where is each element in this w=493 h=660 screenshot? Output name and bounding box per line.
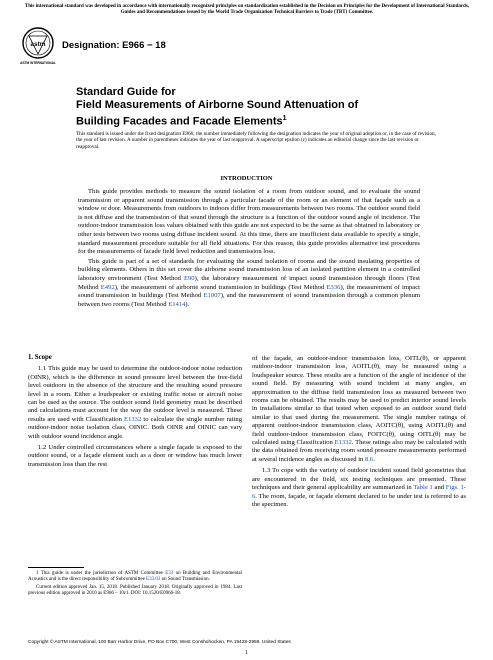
link-e90[interactable]: E90 — [183, 274, 195, 282]
footnote-divider — [28, 567, 84, 568]
left-column — [28, 354, 242, 472]
link-e1332[interactable]: E1332 — [124, 415, 142, 423]
document-title — [76, 86, 456, 129]
link-e492[interactable]: E492 — [100, 283, 115, 291]
logo-label: ASTM INTERNATIONAL — [20, 61, 56, 65]
link-e1007[interactable]: E1007 — [203, 292, 221, 300]
footnotes — [28, 571, 242, 599]
designation: Designation: E966 − 18 — [62, 40, 166, 51]
scope-paragraph-1-2-continued: of the façade, an outdoor-indoor transmission loss, OITL(θ), or apparent outdoor-indoor transmission loss, AOITL(θ), may be measured using a loudspeaker source. These results are a function of the angle of incidence of the sound field. By measuring with sound incident at many angles, an approximation to the diffuse field transmission loss as measured between two rooms can be obtained. The results may be used to predict interior sound levels in installations similar to that tested when exposed to an outdoor sound field similar to that used during the measurement. The single number ratings of apparent outdoor-indoor transmission class, AOITC(θ), using AOITL(θ) and field outdoor-indoor transmission class, FOITC(θ), using OITL(θ) may be calculated using Classification E1332. These ratings also may be calculated with the data obtained from receiving room sound pressure measurements performed at several incidence angles as discussed in 8.6. — [252, 355, 467, 463]
title-line-3: Building Facades and Facade Elements$^1$ — [76, 115, 287, 128]
link-e336[interactable]: E336 — [326, 283, 341, 291]
astm-logo-icon — [20, 26, 56, 66]
scope-paragraph-1-3: 1.3 To cope with the variety of outdoor incident sound field geometries that are encountered in the field, six testing techniques are presented. These techniques and their general applicability are summarized in Table 1 and Figs. 1-6. The room, façade, or façade element declared to be under test is referred to as the specimen. — [252, 467, 466, 508]
copyright-line: Copyright © ASTM International, 100 Barr Harbor Drive, PO Box C700, West Conshohocken, PA 19428-2959. United States — [28, 640, 291, 645]
link-e33[interactable]: E33 — [165, 571, 174, 576]
footnote-edition: Current edition approved Jan. 15, 2018. Published January 2018. Originally approved in 1984. Last previous edition approved in 2010 as E966 – 10ε1. DOI: 10.1520/E0966-18. — [28, 585, 242, 596]
right-column — [252, 355, 466, 512]
link-e1414[interactable]: E1414 — [168, 300, 186, 308]
link-table-1[interactable]: Table 1 — [413, 484, 433, 492]
introduction-paragraph-2: This guide is part of a set of standards for evaluating the sound isolation of rooms and the sound insulating properties of building elements. Others in this set cover the airborne sound transmission loss of an isolated partition element in a controlled laboratory environment (Test Method E90), the laboratory measurement of impact sound transmission through floors (Test Method E492), the measurement of airborne sound transmission in buildings (Test Method E336), the measurement of impact sound transmission in buildings (Test Method E1007), and the measurement of sound transmission through a common plenum between two rooms (Test Method E1414). — [78, 257, 420, 308]
page-number: 1 — [245, 650, 248, 656]
link-e33-03[interactable]: E33.03 — [146, 577, 161, 582]
issue-note: This standard is issued under the fixed designation E966; the number immediately following the designation indicates the year of original adoption or, in the case of revision, the year of last revision. A number in parentheses indicates the year of last reapproval. A superscript epsilon (ε) indicates an editorial change since the last revision or reapproval. — [76, 131, 436, 150]
scope-heading: 1. Scope — [28, 354, 52, 361]
scope-paragraph-1-1: 1.1 This guide may be used to determine the outdoor-indoor noise reduction (OINR), which is the difference in sound pressure level between the free-field level outdoors in the absence of the structure and the resulting sound pressure level in a room. Either a loudspeaker or existing traffic noise or aircraft noise can be used as the source. The outdoor sound field geometry must be described and calculations must account for the way the outdoor level is measured. These results are used with Classification E1332 to calculate the single number rating outdoor-indoor noise isolation class, OINIC. Both OINR and OINIC can vary with outdoor sound incidence angle. — [28, 365, 242, 440]
introduction-heading: INTRODUCTION — [220, 175, 273, 182]
link-e1332-second[interactable]: E1332 — [334, 439, 352, 447]
link-section-8-6[interactable]: 8.6 — [364, 455, 374, 463]
title-line-1: Standard Guide for — [76, 86, 176, 98]
footnote-1: 1 This guide is under the jurisdiction of ASTM Committee E33 on Building and Environmental Acoustics and is the direct responsibility of Subcommittee E33.03 on Sound Transmission. — [28, 571, 242, 582]
link-figs-1-6[interactable]: Figs. 1-6 — [252, 484, 466, 500]
scope-paragraph-1-2: 1.2 Under controlled circumstances where a single façade is exposed to the outdoor sound, or a façade element such as a door or window has much lower transmission loss than the rest — [28, 444, 242, 468]
title-footnote-mark: 1 — [282, 115, 287, 122]
introduction-body — [78, 188, 420, 310]
introduction-paragraph-1: This guide provides methods to measure the sound isolation of a room from outdoor sound, and to evaluate the sound transmission or apparent sound transmission through a particular facade of the room or an element of that façade such as a window or door. Measurements from outdoors to indoors differ from measurements between two rooms. The outdoor sound field is not diffuse and the transmission of that sound through the structure is a function of the outdoor sound angle of incidence. The outdoor-indoor transmission loss values obtained with this guide are not expected to be the same as that obtained in laboratory or other tests between two rooms using diffuse incident sound. At this time, there are insufficient data available to specify a single, standard measurement procedure suitable for all field situations. For this reason, this guide provides alternative test procedures for the measurements of facade field level reduction and transmission loss. — [78, 188, 420, 256]
title-line-2: Field Measurements of Airborne Sound Attenuation of — [76, 99, 359, 111]
wto-notice: This international standard was developed in accordance with internationally recognized principles on standardization established in the Decision on Principles for the Development of International Standards, Guides and Recommendations issued by the World Trade Organization Technical Barriers to Trade (TBT) Committee. — [24, 4, 470, 15]
svg-text:astm: astm — [30, 41, 46, 48]
